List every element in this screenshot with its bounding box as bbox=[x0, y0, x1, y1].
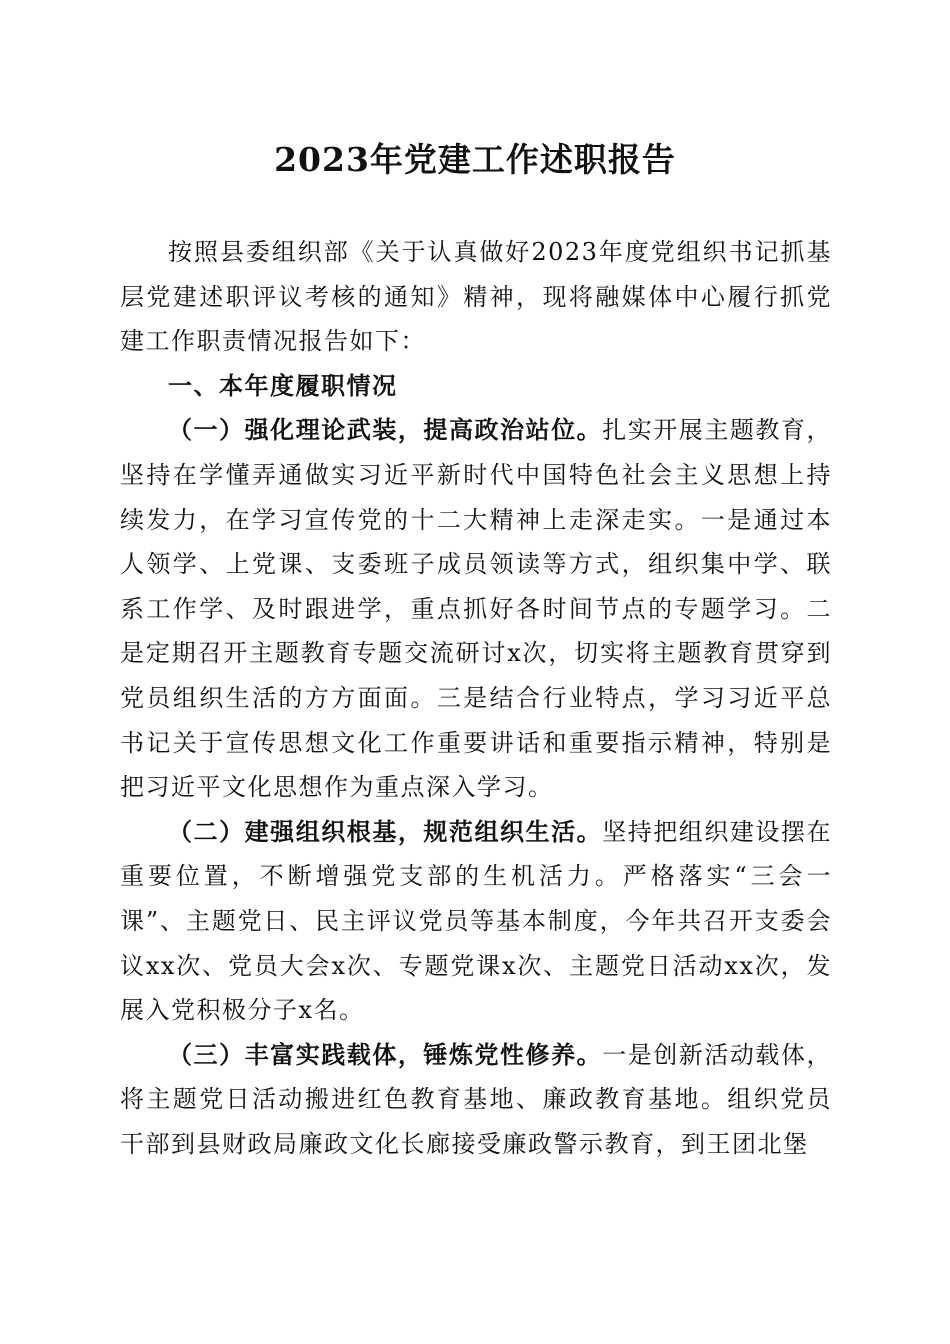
item-lead-3: （三）丰富实践载体，锤炼党性修养。 bbox=[168, 1039, 603, 1069]
item-paragraph-1 bbox=[120, 408, 832, 809]
item-paragraph-2 bbox=[120, 810, 832, 1033]
item-text-3: 一是创新活动载体，将主题党日活动搬进红色教育基地、廉政教育基地。组织党员干部到县财政局廉政文化长廊接受廉政警示教育，到王团北堡 bbox=[120, 1040, 833, 1158]
section-heading: 一、本年度履职情况 bbox=[168, 371, 398, 400]
intro-paragraph: 按照县委组织部《关于认真做好2023年度党组织书记抓基层党建述职评议考核的通知》精神，现将融媒体中心履行抓党建工作职责情况报告如下： bbox=[120, 238, 832, 356]
document-title: 2023年党建工作述职报告 bbox=[274, 140, 676, 179]
item-lead-1: （一）强化理论武装，提高政治站位。 bbox=[168, 415, 603, 445]
item-paragraph-3 bbox=[120, 1033, 832, 1167]
item-lead-2: （二）建强组织根基，规范组织生活。 bbox=[168, 816, 603, 846]
document-body bbox=[120, 230, 832, 1166]
item-text-2: 坚持把组织建设摆在重要位置，不断增强党支部的生机活力。严格落实“三会一课”、主题党日、民主评议党员等基本制度，今年共召开支委会议xx次、党员大会x次、专题党课x次、主题党日活动xx次，发展入党积极分子x名。 bbox=[120, 817, 833, 1025]
item-text-1: 扎实开展主题教育，坚持在学懂弄通做实习近平新时代中国特色社会主义思想上持续发力，在学习宣传党的十二大精神上走深走实。一是通过本人领学、上党课、支委班子成员领读等方式，组织集中学、联系工作学、及时跟进学，重点抓好各时间节点的专题学习。二是定期召开主题教育专题交流研讨x次，切实将主题教育贯穿到党员组织生活的方方面面。三是结合行业特点，学习习近平总书记关于宣传思想文化工作重要讲话和重要指示精神，特别是把习近平文化思想作为重点深入学习。 bbox=[120, 416, 833, 802]
